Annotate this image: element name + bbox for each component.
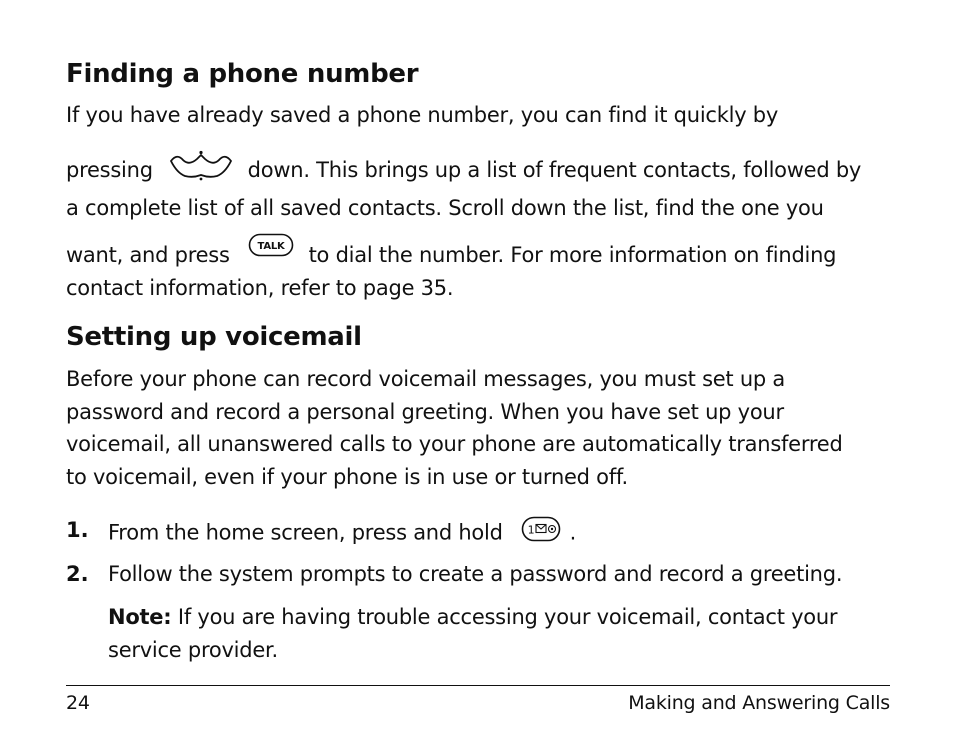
paragraph-finding-number (66, 99, 906, 305)
text-line: voicemail, all unanswered calls to your phone are automatically transferred (66, 432, 843, 456)
talk-key-icon (248, 233, 294, 267)
step-text: Follow the system prompts to create a password and record a greeting. (108, 562, 843, 586)
text-line: Before your phone can record voicemail messages, you must set up a (66, 367, 786, 391)
heading-setting-up-voicemail: Setting up voicemail (66, 322, 362, 352)
step-number: 1. (66, 518, 89, 542)
text-line: want, and press TALK to dial the number. For more information on finding (66, 239, 906, 273)
voicemail-key-icon (521, 516, 561, 547)
step-text: From the home screen, press and hold 1 . (108, 518, 898, 549)
footer-divider (66, 685, 890, 686)
text-line: If you have already saved a phone number, you can find it quickly by (66, 103, 779, 127)
svg-text:TALK: TALK (257, 240, 285, 252)
text-line: pressing down. This brings up a list of frequent contacts, followed by (66, 149, 906, 193)
note-label: Note: (108, 605, 172, 629)
text-line: contact information, refer to page 35. (66, 276, 454, 301)
page-number: 24 (66, 692, 90, 714)
note-block (108, 601, 898, 666)
text-line: service provider. (108, 637, 278, 662)
step-number: 2. (66, 562, 89, 586)
text-line: password and record a personal greeting. When you have set up your (66, 399, 784, 424)
chapter-title: Making and Answering Calls (628, 692, 890, 714)
heading-finding-phone-number: Finding a phone number (66, 59, 419, 89)
text-line: to voicemail, even if your phone is in use or turned off. (66, 464, 628, 489)
text-line: Note: If you are having trouble accessing your voicemail, contact your (108, 605, 838, 629)
text-line: a complete list of all saved contacts. Scroll down the list, find the one you (66, 196, 824, 220)
paragraph-voicemail (66, 363, 906, 493)
navigation-key-icon (167, 149, 235, 193)
svg-text:1: 1 (527, 523, 535, 537)
